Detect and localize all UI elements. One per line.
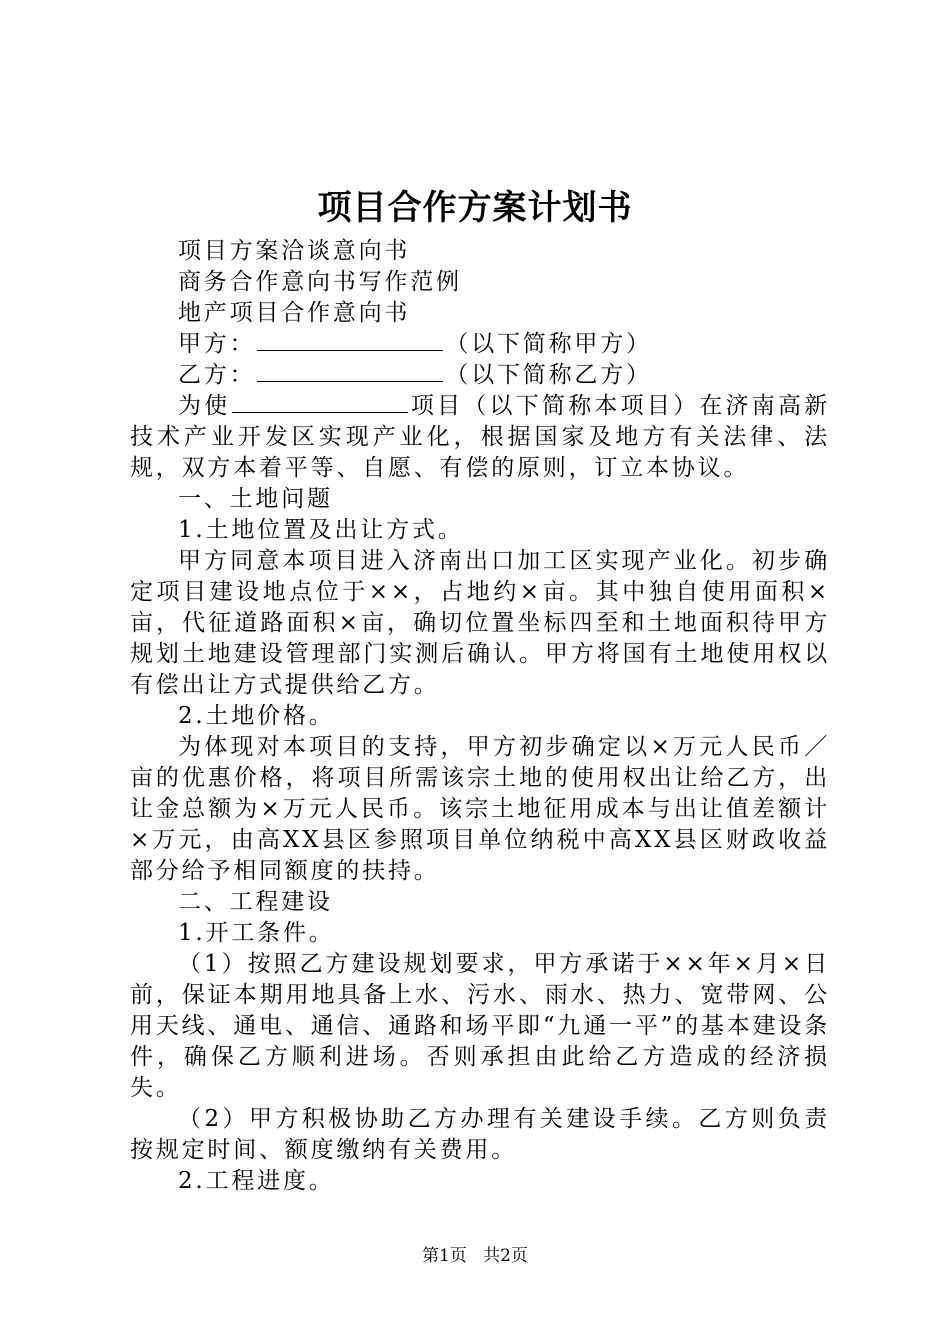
party-b-label: 乙方： (178, 362, 256, 388)
intro-prefix: 为使 (178, 393, 231, 419)
party-b-line (130, 360, 830, 391)
subheading-project-progress: 2.工程进度。 (178, 1168, 335, 1194)
line-business-cooperation: 商务合作意向书写作范例 (178, 269, 462, 295)
project-name-blank (232, 392, 408, 413)
party-a-line (130, 329, 830, 360)
page-number-current: 第1页 (422, 1246, 467, 1266)
paragraph-start-conditions-2: （2）甲方积极协助乙方办理有关建设手续。乙方则负责按规定时间、额度缴纳有关费用。 (130, 1106, 830, 1163)
subheading-land-location: 1.土地位置及出让方式。 (178, 517, 464, 543)
paragraph-land-price: 为体现对本项目的支持，甲方初步确定以×万元人民币／亩的优惠价格，将项目所需该宗土地的使用权出让给乙方，出让金总额为×万元人民币。该宗土地征用成本与出让值差额计×万元，由高XX县区参照项目单位纳税中高XX县区财政收益部分给予相同额度的扶持。 (130, 734, 830, 884)
section-heading-land: 一、土地问题 (178, 486, 333, 512)
paragraph-start-conditions-1: （1）按照乙方建设规划要求，甲方承诺于××年×月×日前，保证本期用地具备上水、污水、雨水、热力、宽带网、公用天线、通电、通信、通路和场平即“九通一平”的基本建设条件，确保乙方顺利进场。否则承担由此给乙方造成的经济损失。 (130, 951, 830, 1101)
party-b-suffix: （以下简称乙方） (445, 362, 652, 388)
subheading-land-price: 2.土地价格。 (178, 703, 335, 729)
document-title: 项目合作方案计划书 (317, 188, 633, 228)
party-a-blank (257, 330, 443, 351)
party-a-label: 甲方： (178, 331, 256, 357)
document-body (130, 236, 830, 1197)
line-real-estate-cooperation: 地产项目合作意向书 (178, 300, 411, 326)
party-a-suffix: （以下简称甲方） (445, 331, 652, 357)
paragraph-land-location: 甲方同意本项目进入济南出口加工区实现产业化。初步确定项目建设地点位于××，占地约×亩。其中独自使用面积×亩，代征道路面积×亩，确切位置坐标四至和土地面积待甲方规划土地建设管理部门实测后确认。甲方将国有土地使用权以有偿出让方式提供给乙方。 (130, 548, 830, 698)
subheading-start-conditions: 1.开工条件。 (178, 920, 335, 946)
section-heading-construction: 二、工程建设 (178, 889, 333, 915)
line-project-negotiation: 项目方案洽谈意向书 (178, 238, 411, 264)
intro-rest: 项目（以下简称本项目）在济南高新技术产业开发区实现产业化，根据国家及地方有关法律、法规，双方本着平等、自愿、有偿的原则，订立本协议。 (130, 393, 830, 481)
party-b-blank (257, 361, 443, 382)
page-footer (0, 1244, 950, 1268)
page-number-total: 共2页 (483, 1246, 528, 1266)
intro-paragraph (130, 391, 830, 484)
